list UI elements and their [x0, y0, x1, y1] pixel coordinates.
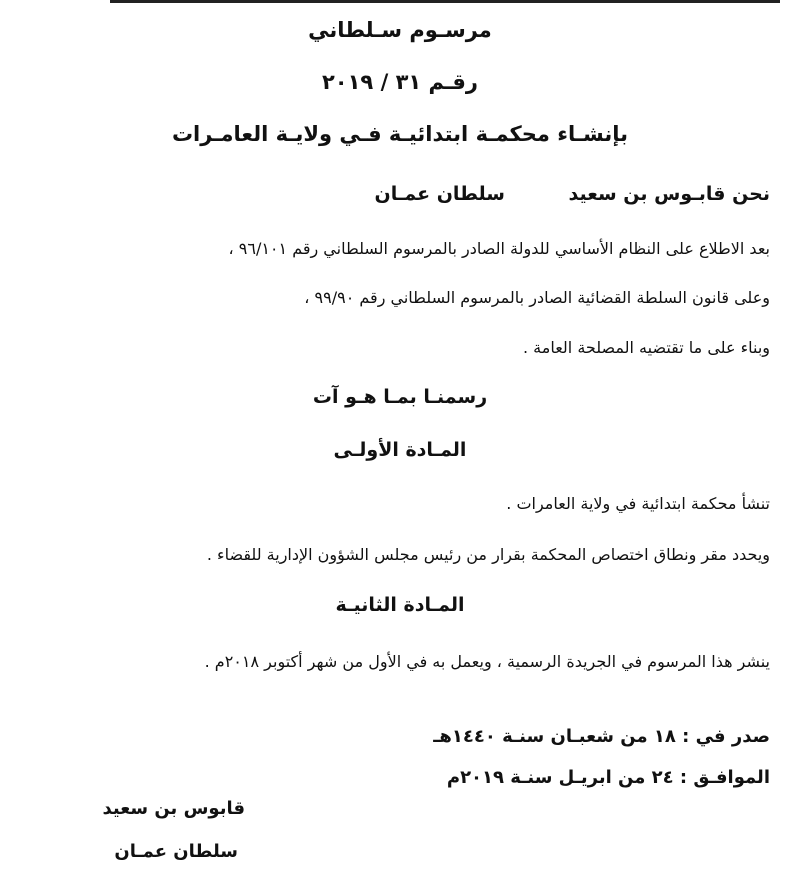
date-hijri: صدر في : ١٨ من شعبـان سنـة ١٤٤٠هـ	[433, 726, 770, 747]
signature-name: قابوس بن سعيد	[102, 798, 245, 819]
article-1-heading: المـادة الأولـى	[333, 439, 467, 461]
decree-subject: بإنشـاء محكمـة ابتدائيـة فـي ولايـة العامـرات	[171, 122, 629, 146]
decree-title: مرسـوم سـلطاني	[308, 18, 492, 42]
article-2-heading: المـادة الثانيـة	[335, 594, 465, 616]
signature-title: سلطان عمـان	[114, 841, 238, 862]
issuer-title: سلطان عمـان	[374, 183, 505, 205]
issuer-name: نحن قابـوس بن سعيد	[568, 183, 770, 205]
article-1-line-1: تنشأ محكمة ابتدائية في ولاية العامرات .	[506, 494, 770, 513]
preamble-line-2: وعلى قانون السلطة القضائية الصادر بالمرسوم السلطاني رقم ٩٩/٩٠ ،	[304, 288, 770, 307]
date-gregorian: الموافـق : ٢٤ من ابريـل سنـة ٢٠١٩م	[446, 767, 770, 788]
decree-number: رقـم ٣١ / ٢٠١٩	[321, 70, 478, 94]
decree-heading: رسمنـا بمـا هـو آت	[312, 386, 488, 408]
article-2-line-1: ينشر هذا المرسوم في الجريدة الرسمية ، ويعمل به في الأول من شهر أكتوبر ٢٠١٨م .	[204, 652, 770, 671]
article-1-line-2: ويحدد مقر ونطاق اختصاص المحكمة بقرار من رئيس مجلس الشؤون الإدارية للقضاء .	[206, 545, 770, 564]
preamble-line-1: بعد الاطلاع على النظام الأساسي للدولة الصادر بالمرسوم السلطاني رقم ٩٦/١٠١ ،	[228, 239, 770, 258]
preamble-line-3: وبناء على ما تقتضيه المصلحة العامة .	[523, 338, 770, 357]
